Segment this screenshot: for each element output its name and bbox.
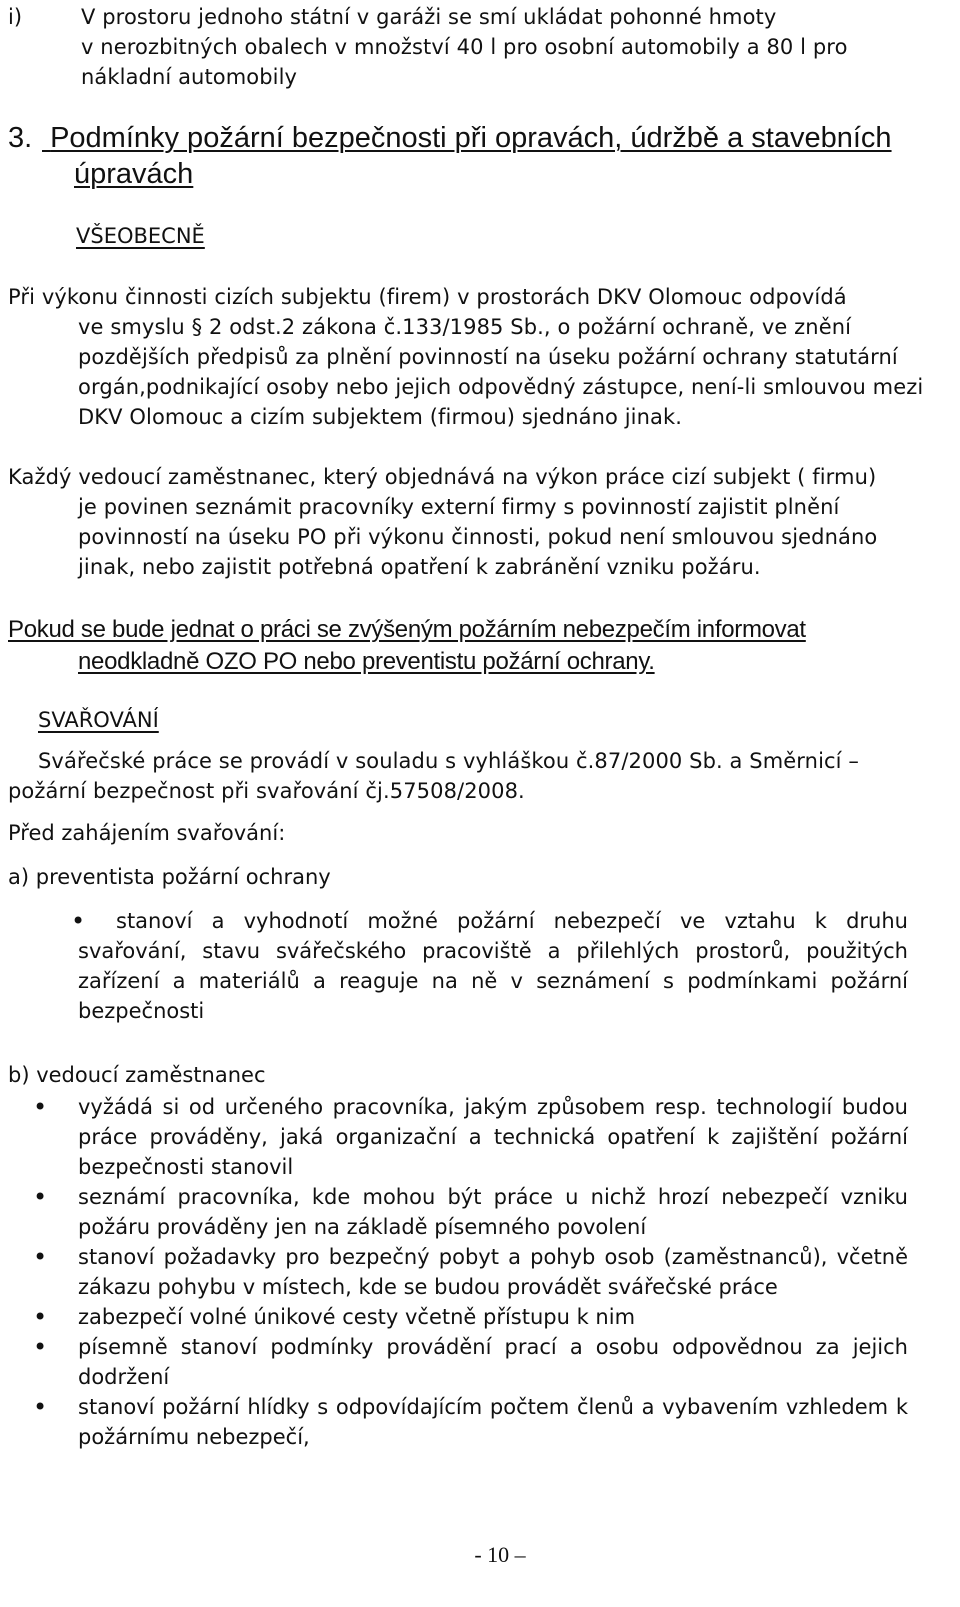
welding-heading: SVAŘOVÁNÍ (38, 708, 159, 732)
before-welding-label: Před zahájením svařování: (8, 821, 286, 845)
list-item: • vyžádá si od určeného pracovníka, jakým způsobem resp. technologií budou práce prováděny, jaká organizační a technická opatření k zajištění požární bezpečnosti stanovil (8, 1092, 908, 1182)
section-3-title-rest: úpravách (74, 158, 194, 190)
general-p2-first: Každý vedoucí zaměstnanec, který objednává na výkon práce cizí subjekt ( firmu) (8, 465, 877, 489)
page-number: - 10 – (474, 1542, 526, 1567)
warning-first: Pokud se bude jednat o práci se zvýšeným požárním nebezpečím informovat (8, 616, 806, 643)
general-p2-rest: je povinen seznámit pracovníky externí firmy s povinností zajistit plnění povinností na úseku PO při výkonu činnosti, pokud není smlouvou sjednáno jinak, nebo zajistit potřebná opatření k zabránění vzniku požáru. (78, 495, 878, 579)
section-b-label: b) vedoucí zaměstnanec (8, 1063, 266, 1087)
general-p1-rest: ve smyslu § 2 odst.2 zákona č.133/1985 Sb., o požární ochraně, ve znění pozdějších předpisů za plnění povinností na úseku požární ochrany statutární orgán,podnikající osoby nebo jejich odpovědný zástupce, není-li smlouvou mezi DKV Olomouc a cizím subjektem (firmou) sjednáno jinak. (78, 315, 924, 429)
list-item: • stanoví požadavky pro bezpečný pobyt a pohyb osob (zaměstnanců), včetně zákazu pohybu v místech, kde se budou provádět svářečské práce (8, 1242, 908, 1302)
list-item: • stanoví a vyhodnotí možné požární nebezpečí ve vztahu k druhu svařování, stavu svářečského pracoviště a přilehlých prostorů, použitých zařízení a materiálů a reaguje na ně v seznámení s podmínkami požární bezpečnosti (8, 906, 908, 1026)
section-a-label: a) preventista požární ochrany (8, 865, 331, 889)
fire-hazard-warning (8, 614, 938, 678)
list-item: • písemně stanoví podmínky provádění prací a osobu odpovědnou za jejich dodržení (8, 1332, 908, 1392)
list-item: • stanoví požární hlídky s odpovídajícím počtem členů a vybavením vzhledem k požárnímu nebezpečí, (8, 1392, 908, 1452)
intro-marker: i) (8, 5, 23, 29)
welding-paragraph-first: Svářečské práce se provádí v souladu s vyhláškou č.87/2000 Sb. a Směrnicí – (38, 749, 859, 773)
general-paragraph-1 (8, 282, 938, 432)
intro-first-line (8, 2, 938, 32)
general-p1-first: Při výkonu činnosti cizích subjektu (firem) v prostorách DKV Olomouc odpovídá (8, 285, 847, 309)
intro-text-first: V prostoru jednoho státní v garáži se smí ukládat pohonné hmoty (81, 5, 777, 29)
list-item: • seznámí pracovníka, kde mohou být práce u nichž hrozí nebezpečí vzniku požáru prováděny jen na základě písemného povolení (8, 1182, 908, 1242)
section-3-number: 3. (8, 122, 33, 154)
section-3-heading (8, 120, 940, 192)
intro-paragraph (8, 2, 938, 92)
general-heading: VŠEOBECNĚ (76, 224, 205, 248)
warning-rest: neodkladně OZO PO nebo preventistu požární ochrany. (78, 648, 655, 675)
list-item: • zabezpečí volné únikové cesty včetně přístupu k nim (8, 1302, 908, 1332)
welding-paragraph-rest: požární bezpečnost při svařování čj.57508/2008. (8, 779, 525, 803)
intro-text-rest: v nerozbitných obalech v množství 40 l pro osobní automobily a 80 l pro nákladní automobily (81, 35, 848, 89)
general-paragraph-2 (8, 462, 938, 582)
section-b-list (8, 1092, 908, 1452)
section-a-list (8, 906, 908, 1026)
section-3-title-first: Podmínky požární bezpečnosti při opravách, údržbě a stavebních (50, 122, 892, 154)
